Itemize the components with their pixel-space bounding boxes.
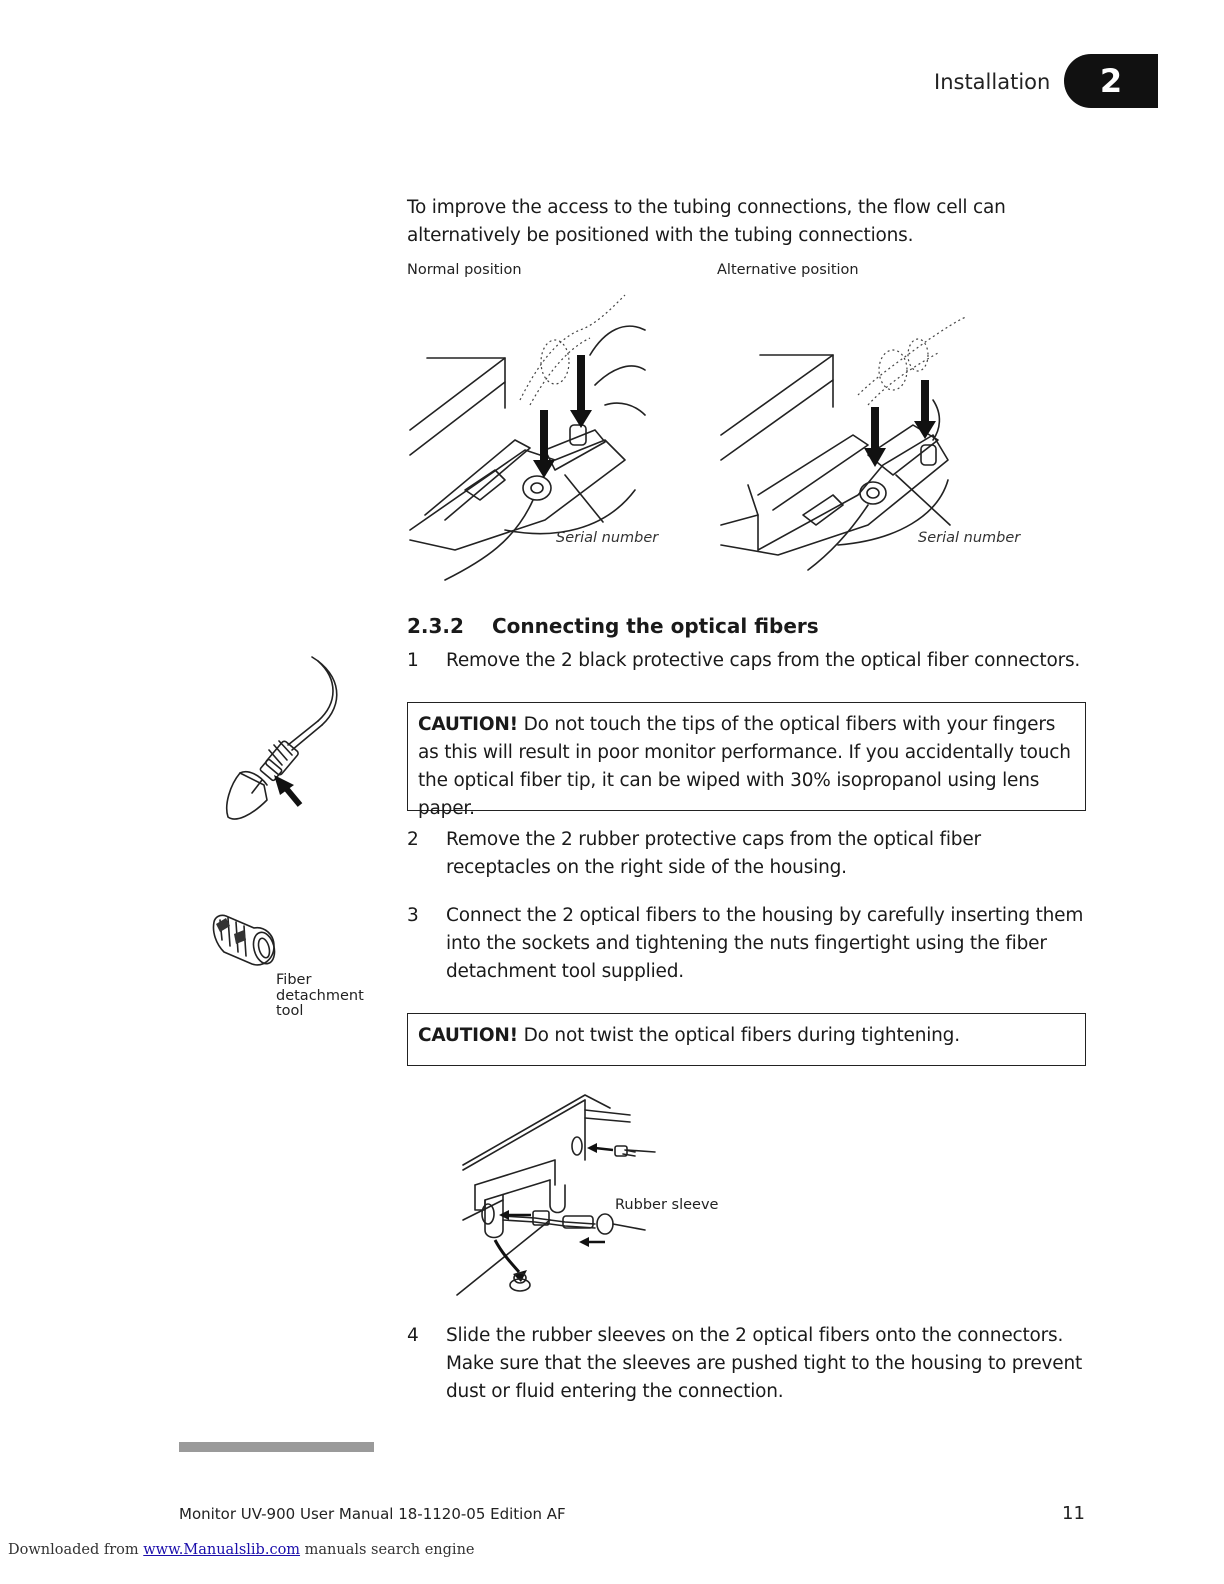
step-2-number: 2: [407, 829, 419, 850]
download-prefix: Downloaded from: [8, 1542, 144, 1558]
rubber-sleeve-label: Rubber sleeve: [615, 1197, 719, 1213]
step-2-text: Remove the 2 rubber protective caps from the optical fiber receptacles on the right side of the housing.: [446, 829, 981, 878]
alternative-position-caption: Alternative position: [717, 262, 859, 278]
serial-number-label-alternative: Serial number: [918, 530, 1021, 546]
manualslib-link[interactable]: www.Manualslib.com: [143, 1542, 301, 1558]
chapter-title: Installation: [934, 70, 1051, 94]
manual-title-footer: Monitor UV-900 User Manual 18-1120-05 Edition AF: [179, 1505, 566, 1523]
fiber-detachment-tool-label: Fiber detachment tool: [276, 972, 364, 1019]
step-4-text: Slide the rubber sleeves on the 2 optical fibers onto the connectors. Make sure that the sleeves are pushed tight to the housing to prevent dust or fluid entering the connection.: [446, 1325, 1083, 1402]
fiber-detachment-tool-illustration: [208, 912, 280, 972]
section-title: Connecting the optical fibers: [492, 614, 819, 638]
section-number: 2.3.2: [407, 614, 464, 638]
step-4-number: 4: [407, 1325, 419, 1346]
download-suffix: manuals search engine: [300, 1542, 475, 1558]
step-1-text: Remove the 2 black protective caps from the optical fiber connectors.: [446, 650, 1081, 671]
caution-box-twist: [407, 1013, 1086, 1066]
step-3-number: 3: [407, 905, 419, 926]
fiber-connection-illustration: [455, 1090, 655, 1300]
normal-position-caption: Normal position: [407, 262, 522, 278]
download-notice: [8, 1542, 475, 1558]
page-number: 11: [1062, 1503, 1085, 1524]
caution-text: Do not twist the optical fibers during tightening.: [517, 1025, 960, 1046]
step-3-text: Connect the 2 optical fibers to the housing by carefully inserting them into the sockets and tightening the nuts fingertight using the fiber detachment tool supplied.: [446, 905, 1084, 982]
footer-rule: [179, 1442, 374, 1452]
caution-text: Do not touch the tips of the optical fibers with your fingers as this will result in poor monitor performance. If you accidentally touch the optical fiber tip, it can be wiped with 30% isopropanol using lens paper.: [418, 714, 1071, 819]
step-1-number: 1: [407, 650, 419, 671]
caution-label: CAUTION!: [418, 1025, 518, 1046]
caution-box-fiber-tips: [407, 702, 1086, 819]
chapter-number-tab: 2: [1064, 54, 1158, 108]
serial-number-label-normal: Serial number: [556, 530, 659, 546]
caution-label: CAUTION!: [418, 714, 518, 735]
intro-paragraph: To improve the access to the tubing connections, the flow cell can alternatively be positioned with the tubing connections.: [407, 197, 1006, 246]
fiber-connector-cap-illustration: [222, 655, 347, 825]
